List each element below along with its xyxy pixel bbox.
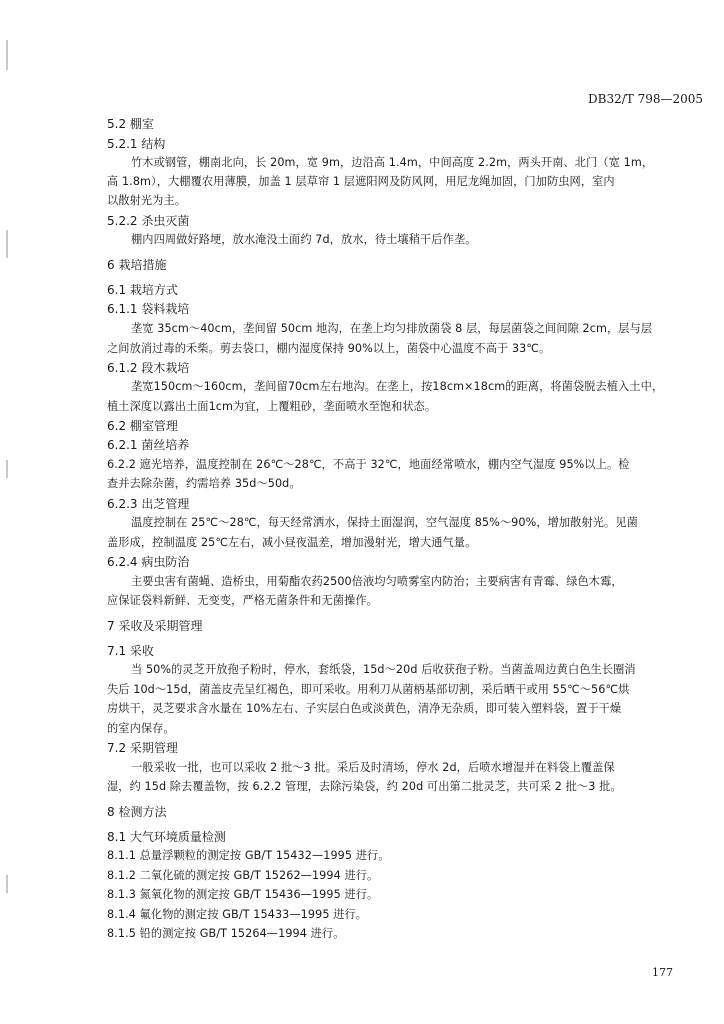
- paragraph-line: 温度控制在 25℃～28℃，每天经常洒水，保持土面湿润，空气湿度 85%～90%，增加散射光。见菌: [131, 516, 638, 529]
- paragraph-line: 垄宽 35cm～40cm，垄间留 50cm 地沟，在垄上均匀排放菌袋 8 层，每层菌袋之间间隙 2cm，层与层: [131, 322, 653, 335]
- paragraph-line: 高 1.8m），大棚覆农用薄膜，加盖 1 层草帘 1 层遮阳网及防风网，用尼龙绳加固，门加防虫网，室内: [107, 175, 615, 188]
- paragraph-line: 的室内保存。: [107, 722, 175, 735]
- paragraph-line: 竹木或钢管，棚南北向，长 20m，宽 9m，边沿高 1.4m，中间高度 2.2m，两头开南、北门（宽 1m，: [131, 156, 654, 169]
- paragraph-line: 失后 10d～15d，菌盖皮壳呈红褐色，即可采收。用利刀从菌柄基部切割，采后晒干或用 55℃～56℃烘: [107, 683, 630, 696]
- section-heading-5-2: 5.2 棚室: [107, 117, 154, 131]
- paragraph-line: 一般采收一批，也可以采收 2 批～3 批。采后及时清场，停水 2d，后喷水增湿并在料袋上覆盖保: [131, 761, 615, 774]
- list-item: 8.1.1 总量浮颗粒的测定按 GB/T 15432—1995 进行。: [107, 849, 390, 862]
- paragraph-line: 以散射光为主。: [107, 194, 187, 207]
- paragraph-line: 应保证袋料新鲜、无变变，严格无菌条件和无菌操作。: [107, 594, 378, 607]
- subsection-heading-6-2-3: 6.2.3 出芝管理: [107, 497, 190, 511]
- paragraph-line: 6.2.2 遮光培养，温度控制在 26℃～28℃，不高于 32℃，地面经常喷水，棚内空气湿度 95%以上。检: [107, 458, 630, 471]
- subsection-heading-6-1-2: 6.1.2 段木栽培: [107, 361, 190, 375]
- paragraph-line: 房烘干，灵芝要求含水量在 10%左右、子实层白色或淡黄色，清净无杂质，即可装入塑料袋，置于干燥: [107, 702, 622, 715]
- paragraph-line: 棚内四周做好路埂，放水淹没土面约 7d，放水，待土壤稍干后作垄。: [131, 233, 477, 246]
- section-heading-6: 6 栽培措施: [107, 258, 167, 272]
- paragraph-line: 植土深度以露出土面1cm为宜，上覆粗砂，垄面喷水至饱和状态。: [107, 400, 437, 413]
- paragraph-line: 湿，约 15d 除去覆盖物，按 6.2.2 管理，去除污染袋，约 20d 可出第二批灵芝，共可采 2 批～3 批。: [107, 780, 622, 793]
- paragraph-line: 之间放消过毒的禾柴。剪去袋口，棚内湿度保持 90%以上，菌袋中心温度不高于 33℃。: [107, 342, 551, 355]
- list-item: 8.1.4 氟化物的测定按 GB/T 15433—1995 进行。: [107, 908, 368, 921]
- section-heading-6-2: 6.2 棚室管理: [107, 419, 178, 433]
- section-heading-8: 8 检测方法: [107, 805, 167, 819]
- subsection-heading-6-1-1: 6.1.1 袋料栽培: [107, 302, 190, 316]
- section-heading-7: 7 采收及采期管理: [107, 619, 203, 633]
- binding-mark: [6, 460, 8, 478]
- subsection-heading-6-2-1: 6.2.1 菌丝培养: [107, 438, 190, 452]
- section-heading-7-1: 7.1 采收: [107, 644, 154, 658]
- page-number: 177: [652, 966, 673, 979]
- paragraph-line: 主要虫害有菌蝇、造桥虫，用菊酯农药2500倍液均匀喷雾室内防治；主要病害有青霉、绿色木霉，: [131, 575, 623, 588]
- section-heading-8-1: 8.1 大气环境质量检测: [107, 830, 226, 844]
- paragraph-line: 盖形成，控制温度 25℃左右，减小昼夜温差，增加漫射光，增大通气量。: [107, 536, 477, 549]
- binding-mark: [6, 230, 8, 258]
- list-item: 8.1.5 铅的测定按 GB/T 15264—1994 进行。: [107, 927, 345, 940]
- section-heading-7-2: 7.2 采期管理: [107, 741, 178, 755]
- paragraph-line: 查并去除杂菌，约需培养 35d～50d。: [107, 477, 301, 490]
- paragraph-line: 垄宽150cm～160cm，垄间留70cm左右地沟。在垄上，按18cm×18cm的距离，将菌袋脱去植入土中，: [131, 380, 664, 393]
- document-code: DB32/T 798—2005: [588, 92, 704, 106]
- paragraph-line: 当 50%的灵芝开放孢子粉时，停水，套纸袋，15d～20d 后收获孢子粉。当菌盖周边黄白色生长圈消: [131, 663, 636, 676]
- subsection-heading-5-2-1: 5.2.1 结构: [107, 137, 166, 151]
- binding-mark: [6, 40, 8, 70]
- subsection-heading-5-2-2: 5.2.2 杀虫灭菌: [107, 214, 190, 228]
- section-heading-6-1: 6.1 栽培方式: [107, 283, 178, 297]
- binding-mark: [6, 875, 8, 893]
- list-item: 8.1.2 二氧化硫的测定按 GB/T 15262—1994 进行。: [107, 869, 379, 882]
- list-item: 8.1.3 氮氧化物的测定按 GB/T 15436—1995 进行。: [107, 888, 379, 901]
- subsection-heading-6-2-4: 6.2.4 病虫防治: [107, 555, 190, 569]
